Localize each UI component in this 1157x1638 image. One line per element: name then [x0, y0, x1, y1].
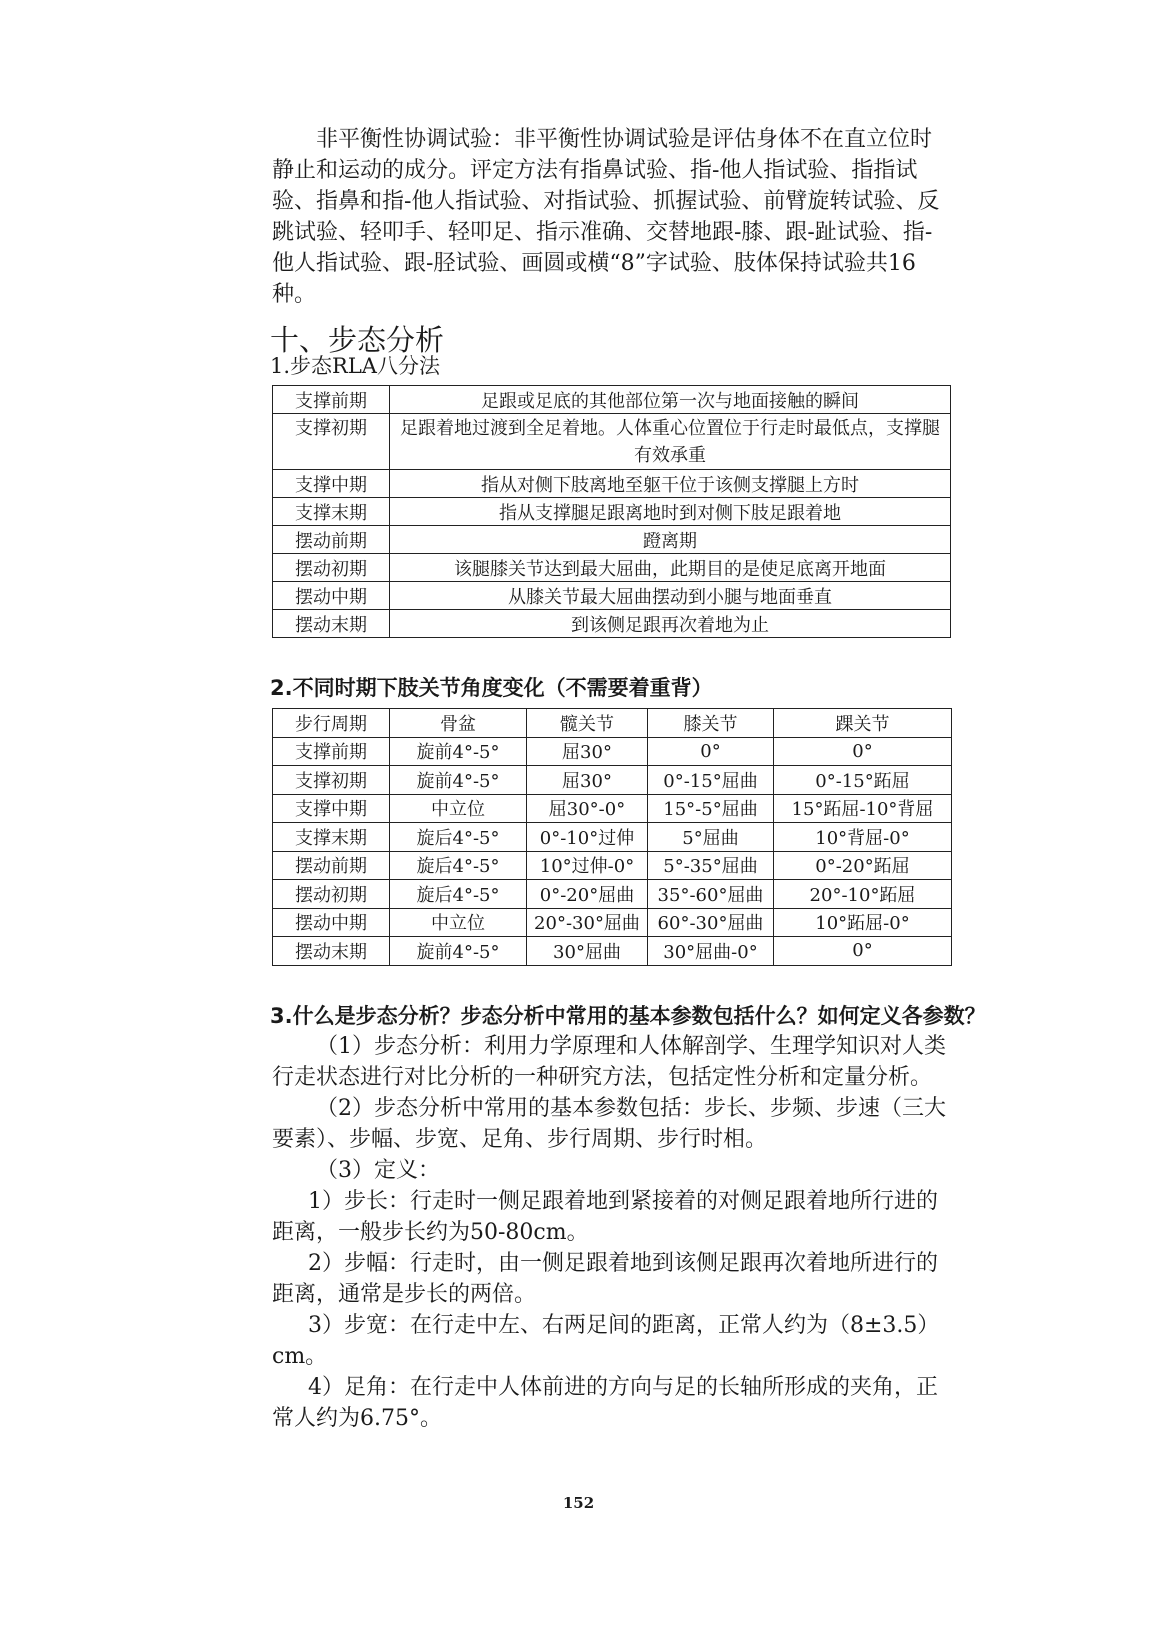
gait-phase-table	[272, 385, 951, 638]
table-cell: 从膝关节最大屈曲摆动到小腿与地面垂直	[390, 582, 951, 610]
table-cell: 0°	[648, 737, 774, 766]
intro-paragraph	[272, 124, 952, 310]
table-cell: 屈30°-0°	[527, 794, 648, 823]
answer-paragraph: （1）步态分析：利用力学原理和人体解剖学、生理学知识对人类行走状态进行对比分析的一种研究方法，包括定性分析和定量分析。	[272, 1034, 946, 1090]
table-cell: 摆动初期	[273, 554, 390, 582]
table-cell: 摆动前期	[273, 851, 390, 880]
table-cell: 摆动中期	[273, 908, 390, 937]
sub3-title: 3.什么是步态分析？步态分析中常用的基本参数包括什么？如何定义各参数？	[270, 1004, 986, 1028]
intro-text: 非平衡性协调试验：非平衡性协调试验是评估身体不在直立位时静止和运动的成分。评定方法有指鼻试验、指-他人指试验、指指试验、指鼻和指-他人指试验、对指试验、抓握试验、前臂旋转试验、反跳试验、轻叩手、轻叩足、指示准确、交替地跟-膝、跟-趾试验、指-他人指试验、跟-胫试验、画圆或横“8”字试验、肢体保持试验共16种。	[272, 127, 940, 307]
section-title: 十、步态分析	[270, 323, 445, 357]
table-row	[273, 414, 951, 470]
table-cell: 摆动末期	[273, 610, 390, 638]
table-cell: 0°-15°屈曲	[648, 766, 774, 795]
table-cell: 支撑初期	[273, 414, 390, 470]
table-row	[273, 908, 952, 937]
table-cell: 指从支撑腿足跟离地时到对侧下肢足跟着地	[390, 498, 951, 526]
table-cell: 支撑末期	[273, 498, 390, 526]
table-row	[273, 554, 951, 582]
table-cell: 旋前4°-5°	[390, 766, 527, 795]
table-cell: 摆动前期	[273, 526, 390, 554]
table-cell: 30°屈曲	[527, 937, 648, 966]
table-cell: 该腿膝关节达到最大屈曲，此期目的是使足底离开地面	[390, 554, 951, 582]
table-cell: 0°-20°跖屈	[774, 851, 952, 880]
column-header: 骨盆	[390, 709, 527, 738]
column-header: 膝关节	[648, 709, 774, 738]
table-row	[273, 794, 952, 823]
table-row	[273, 737, 952, 766]
table-cell: 支撑中期	[273, 794, 390, 823]
column-header: 髋关节	[527, 709, 648, 738]
table-cell: 旋前4°-5°	[390, 737, 527, 766]
table-cell: 35°-60°屈曲	[648, 880, 774, 909]
table-cell: 摆动初期	[273, 880, 390, 909]
table-cell: 0°-20°屈曲	[527, 880, 648, 909]
table-row	[273, 610, 951, 638]
table-row	[273, 526, 951, 554]
page-number: 152	[562, 1494, 595, 1512]
table-cell: 指从对侧下肢离地至躯干位于该侧支撑腿上方时	[390, 470, 951, 498]
table-cell: 5°-35°屈曲	[648, 851, 774, 880]
table-row	[273, 386, 951, 414]
table-cell: 到该侧足跟再次着地为止	[390, 610, 951, 638]
table-cell: 足跟着地过渡到全足着地。人体重心位置位于行走时最低点，支撑腿有效承重	[390, 414, 951, 470]
table-cell: 旋后4°-5°	[390, 823, 527, 852]
table-cell: 15°跖屈-10°背屈	[774, 794, 952, 823]
table-cell: 屈30°	[527, 737, 648, 766]
table-cell: 旋后4°-5°	[390, 880, 527, 909]
table-cell: 支撑末期	[273, 823, 390, 852]
table-cell: 支撑初期	[273, 766, 390, 795]
table-row	[273, 498, 951, 526]
table-cell: 旋后4°-5°	[390, 851, 527, 880]
sub2-title: 2.不同时期下肢关节角度变化（不需要着重背）	[270, 676, 713, 700]
answer-paragraph: 1）步长：行走时一侧足跟着地到紧接着的对侧足跟着地所行进的距离，一般步长约为50-80cm。	[272, 1189, 938, 1245]
answer-paragraph: 4）足角：在行走中人体前进的方向与足的长轴所形成的夹角，正常人约为6.75°。	[272, 1375, 938, 1431]
table-row	[273, 880, 952, 909]
table-row	[273, 470, 951, 498]
table-cell: 屈30°	[527, 766, 648, 795]
column-header: 步行周期	[273, 709, 390, 738]
table-cell: 10°背屈-0°	[774, 823, 952, 852]
answer-paragraph: （2）步态分析中常用的基本参数包括：步长、步频、步速（三大要素）、步幅、步宽、足角、步行周期、步行时相。	[272, 1096, 946, 1152]
table-cell: 足跟或足底的其他部位第一次与地面接触的瞬间	[390, 386, 951, 414]
table-header-row	[273, 709, 952, 738]
table-row	[273, 937, 952, 966]
table-row	[273, 823, 952, 852]
table-row	[273, 582, 951, 610]
answer-paragraph: 2）步幅：行走时，由一侧足跟着地到该侧足跟再次着地所进行的距离，通常是步长的两倍。	[272, 1251, 938, 1307]
table-cell: 0°	[774, 937, 952, 966]
table-row	[273, 766, 952, 795]
table-cell: 10°跖屈-0°	[774, 908, 952, 937]
column-header: 踝关节	[774, 709, 952, 738]
answer-paragraph: 3）步宽：在行走中左、右两足间的距离，正常人约为（8±3.5）cm。	[272, 1313, 940, 1369]
table-cell: 旋前4°-5°	[390, 937, 527, 966]
table-cell: 10°过伸-0°	[527, 851, 648, 880]
table-cell: 20°-10°跖屈	[774, 880, 952, 909]
table-cell: 30°屈曲-0°	[648, 937, 774, 966]
table-cell: 5°屈曲	[648, 823, 774, 852]
table-cell: 摆动末期	[273, 937, 390, 966]
answer-paragraph: （3）定义：	[316, 1158, 440, 1183]
table-cell: 0°-15°跖屈	[774, 766, 952, 795]
table-row	[273, 851, 952, 880]
table-cell: 中立位	[390, 794, 527, 823]
table-cell: 中立位	[390, 908, 527, 937]
table-cell: 支撑前期	[273, 386, 390, 414]
joint-angle-table	[272, 708, 952, 966]
table-cell: 20°-30°屈曲	[527, 908, 648, 937]
table-cell: 支撑中期	[273, 470, 390, 498]
table-cell: 0°-10°过伸	[527, 823, 648, 852]
table-cell: 摆动中期	[273, 582, 390, 610]
answers-block	[272, 1031, 952, 1434]
sub1-title: 1.步态RLA八分法	[270, 354, 440, 378]
table-cell: 蹬离期	[390, 526, 951, 554]
table-cell: 0°	[774, 737, 952, 766]
table-cell: 60°-30°屈曲	[648, 908, 774, 937]
table-cell: 15°-5°屈曲	[648, 794, 774, 823]
table-cell: 支撑前期	[273, 737, 390, 766]
